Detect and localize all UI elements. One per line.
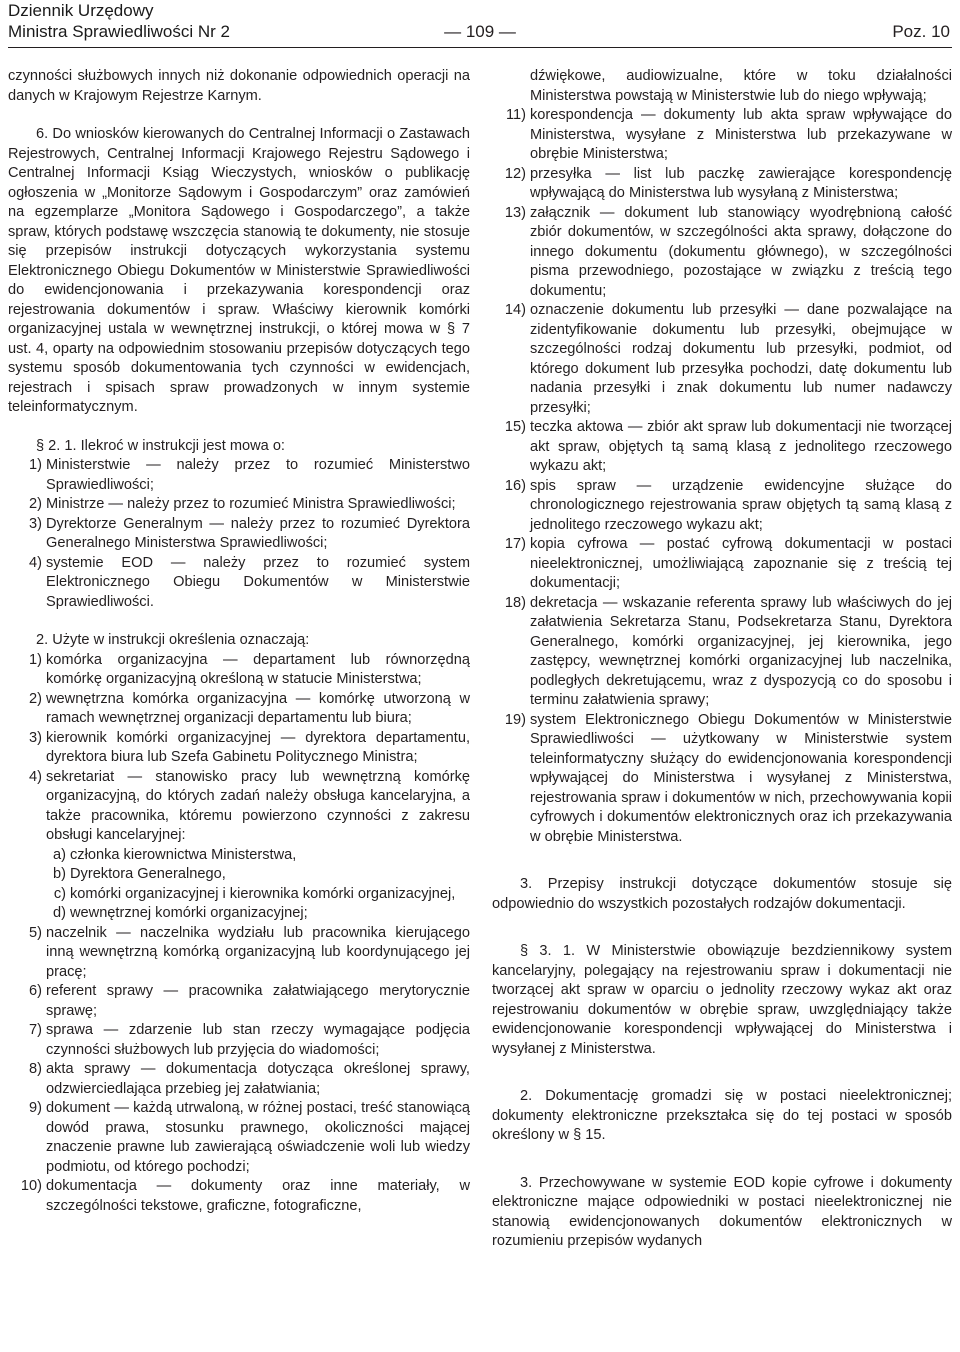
list-item: 2) wewnętrzna komórka organizacyjna — komórkę utworzoną w ramach wewnętrznej organizacji departamentu lub biura; — [29, 690, 470, 726]
sub-list-item: d) wewnętrznej komórki organizacyjnej; — [53, 905, 308, 921]
position-number: Poz. 10 — [892, 22, 950, 41]
paragraph-3: 3. Przepisy instrukcji dotyczące dokumentów stosuje się odpowiednio do wszystkich pozostałych rodzajów dokumentacji. — [492, 876, 952, 912]
list-item: 9) dokument — każdą utrwaloną, w różnej postaci, treść stanowiącą dowód prawa, stosunku prawnego, okoliczności mającej znaczenie prawne lub zawierającą oświadczenie woli lub wiedzy podmiotu, od którego pochodzi; — [29, 1100, 470, 1175]
list-item: 17) kopia cyfrowa — postać cyfrową dokumentacji w postaci nieelektronicznej, umożliwiającą zapoznanie się z treścią tej dokumentacji; — [504, 536, 952, 591]
list-item-continuation: dźwiękowe, audiowizualne, które w toku działalności Ministerstwa powstają w Ministerstwie lub do niego wpływają; — [530, 68, 952, 104]
list-item: 4) systemie EOD — należy przez to rozumieć system Elektronicznego Obiegu Dokumentów w Ministerstwie Sprawiedliwości. — [29, 554, 470, 610]
list-item: 6) referent sprawy — pracownika załatwiającego merytorycznie sprawę; — [29, 983, 470, 1019]
left-column — [8, 67, 470, 1216]
list-item: 15) teczka aktowa — zbiór akt spraw lub dokumentacji nie tworzącej akt spraw, objętych tą samą klasą z jednolitego rzeczowego wykazu akt; — [504, 419, 952, 474]
section-3-2: 2. Dokumentację gromadzi się w postaci nieelektronicznej; dokumenty elektroniczne przekształca się do tej postaci w sposób określony w § 15. — [492, 1088, 952, 1143]
ministry-issue: Ministra Sprawiedliwości Nr 2 — [8, 22, 231, 41]
sub-list-item: a) członka kierownictwa Ministerstwa, — [53, 846, 297, 863]
list-item: 19) system Elektronicznego Obiegu Dokumentów w Ministerstwie Sprawiedliwości — użytkowany w Ministerstwie system teleinformatyczny służący do ewidencjonowania korespondencji wpływającej do Ministerstwa i wysyłanej z Ministerstwa, rejestrowania spraw i dokumentów w nich, przechowywania kopii cyfrowych i dokumentów elektronicznych oraz ich przekazywania w obrębie Ministerstwa. — [504, 711, 952, 845]
list-item: 3) Dyrektorze Generalnym — należy przez to rozumieć Dyrektora Generalnego Ministerstwa Sprawiedliwości; — [29, 515, 470, 551]
paragraph-continuation: czynności służbowych innych niż dokonanie odpowiednich operacji na danych w Krajowym Rejestrze Karnym. — [8, 68, 470, 104]
right-column — [492, 67, 952, 1252]
list-item: 7) sprawa — zdarzenie lub stan rzeczy wymagające podjęcia czynności służbowych lub przyjęcia do wiadomości; — [29, 1022, 470, 1058]
definitions-list — [8, 651, 470, 1217]
section-2-list — [8, 456, 470, 612]
list-item: 4) sekretariat — stanowisko pracy lub wewnętrzną komórkę organizacyjną, do których zadań należy obsługa kancelaryjna, a także pracownika, któremu powierzono czynności z zakresu obsługi kancelaryjnej: — [29, 768, 470, 843]
paragraph-6: 6. Do wniosków kierowanych do Centralnej Informacji o Zastawach Rejestrowych, Centralnej Informacji Krajowego Rejestru Sądowego i Centralnej Informacji Ksiąg Wieczystych, wniosków o publikację ogłoszenia w „Monitorze Sądowym i Gospodarczym” oraz zamówień na egzemplarze „Monitora Sądowego i Gospodarczego”, a także spraw, których podstawę wszczęcia stanowią te dokumenty, nie stosuje się przepisów instrukcji dotyczących wykorzystania systemu Elektronicznego Obiegu Dokumentów w Ministerstwie Sprawiedliwości do ewidencjonowania i przekazywania korespondencji oraz rejestrowania dokumentów i spraw. Właściwy kierownik komórki organizacyjnej ustala w wewnętrznej instrukcji, o której mowa w § 7 ust. 4, oparty na odpowiednim stosowaniu przepisów dotyczących tego systemu sposób dokumentowania tych czynności w ewidencjach, rejestrach i spisach spraw prowadzonych w innym systemie teleinformatycznym. — [8, 126, 470, 415]
list-item: 12) przesyłka — list lub paczkę zawierające korespondencję wpływającą do Ministerstwa lub wysyłaną z Ministerstwa; — [504, 165, 952, 201]
header-rule — [8, 47, 952, 48]
list-item: 3) kierownik komórki organizacyjnej — dyrektora departamentu, dyrektora biura lub Szefa Gabinetu Politycznego Ministra; — [29, 729, 470, 765]
list-item: 18) dekretacja — wskazanie referenta sprawy lub właściwych do jej załatwienia Sekretarza Stanu, Podsekretarza Stanu, Dyrektora Generalnego, komórki organizacyjnej, jej kierownika, jego zastępcy, wewnętrznej komórki organizacyjnej lub naczelnika, podległych dekretującemu, wraz z dyspozycją co do sposobu i terminu załatwienia sprawy; — [504, 594, 952, 708]
journal-name: Dziennik Urzędowy — [8, 1, 154, 20]
page-number: — 109 — — [444, 22, 516, 41]
section-2-2-intro: 2. Użyte w instrukcji określenia oznaczają: — [36, 632, 310, 648]
list-item: 1) Ministerstwie — należy przez to rozumieć Ministerstwo Sprawiedliwości; — [29, 457, 470, 493]
section-3-3: 3. Przechowywane w systemie EOD kopie cyfrowe i dokumenty elektroniczne mające odpowiedniki w postaci nieelektronicznej nie stanowią ewidencjonowanych dokumentów elektronicznych w rozumieniu przepisów wydanych — [492, 1174, 952, 1249]
list-item: 14) oznaczenie dokumentu lub przesyłki — dane pozwalające na zidentyfikowanie dokumentu lub przesyłki, obejmujące w szczególności rodzaj dokumentu lub przesyłki, podmiot, od którego dokument lub przesyłka pochodzi, datę dokumentu lub nadania przesyłki i znak dokumentu lub numer nadawczy przesyłki; — [504, 302, 952, 416]
list-item: 5) naczelnik — naczelnika wydziału lub pracownika kierującego inną wewnętrzną komórką organizacyjną lub koordynującego jej pracę; — [29, 924, 470, 980]
sub-list-item: b) Dyrektora Generalnego, — [53, 866, 226, 882]
list-item: 1) komórka organizacyjna — departament lub równorzędną komórkę organizacyjną określoną w statucie Ministerstwa; — [29, 651, 470, 687]
list-item: 13) załącznik — dokument lub stanowiący wyodrębnioną całość zbiór dokumentów, w szczególności akta sprawy, dołączone do innego dokumentu (dokumentu głównego), w szczególności pisma przewodniego, pozostające w związku z treścią tego dokumentu; — [504, 204, 952, 299]
list-item: 8) akta sprawy — dokumentacja dotycząca określonej sprawy, odzwierciedlająca przebieg jej załatwiania; — [29, 1061, 470, 1097]
list-item: 2) Ministrze — należy przez to rozumieć Ministra Sprawiedliwości; — [29, 496, 456, 512]
definitions-list-continued — [492, 67, 952, 847]
sub-list-item: c) komórki organizacyjnej i kierownika komórki organizacyjnej, — [53, 885, 456, 902]
page-header — [8, 0, 952, 46]
section-3-1: § 3. 1. W Ministerstwie obowiązuje bezdziennikowy system kancelaryjny, polegający na rejestrowaniu spraw i dokumentacji nie tworzącej akt spraw w oparciu o jednolity rzeczowy wykaz akt oraz rejestrowaniu dokumentów w obrębie spraw, uwzględniający także ewidencjonowanie korespondencji wpływającej do Ministerstwa i wysyłanej z Ministerstwa. — [492, 943, 952, 1057]
list-item: 16) spis spraw — urządzenie ewidencyjne służące do chronologicznego rejestrowania spraw objętych tą samą klasą z jednolitego rzeczowego wykazu akt; — [504, 477, 952, 533]
list-item: 10) dokumentacja — dokumenty oraz inne materiały, w szczególności tekstowe, graficzne, fotograficzne, — [20, 1178, 470, 1214]
list-item: 11) korespondencja — dokumenty lub akta spraw wpływające do Ministerstwa, wysyłane z Ministerstwa lub przekazywane w obrębie Ministerstwa; — [505, 107, 952, 162]
section-2-intro: § 2. 1. Ilekroć w instrukcji jest mowa o: — [36, 437, 285, 454]
